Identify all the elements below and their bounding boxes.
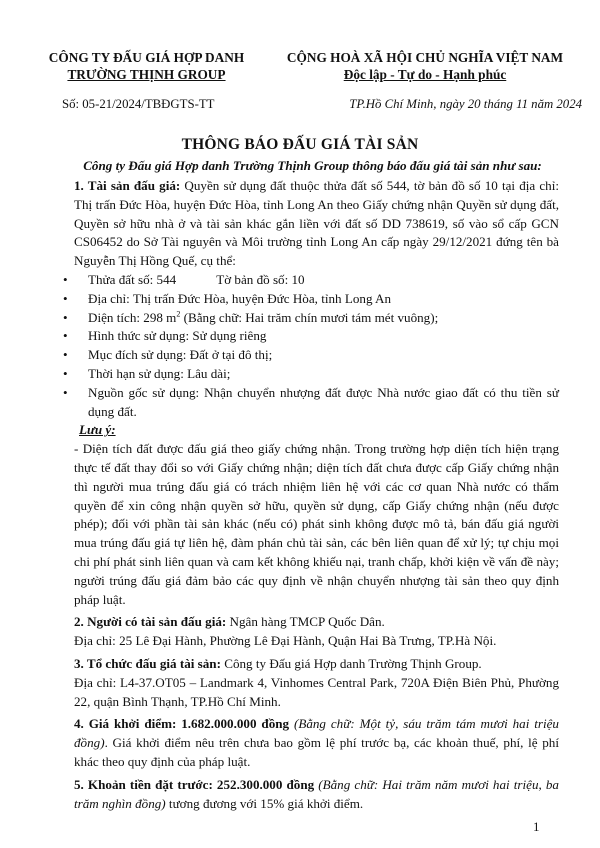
parcel-number: Thửa đất số: 544 xyxy=(88,271,177,287)
bullet-origin: • Nguồn gốc sử dụng: Nhận chuyển nhượng đất được Nhà nước giao đất có thu tiền sử dụng đất. xyxy=(74,384,559,422)
section-1-text: Quyền sử dụng đất thuộc thửa đất số 544, tờ bản đồ số 10 tại địa chỉ: Thị trấn Đức Hòa, huyện Đức Hòa, tỉnh Long An theo Giấy chứng nhận Quyền sử dụng đất, Quyền sở hữu nhà ở và tài sản khác gắn liền với đất số DD 738619, số vào sổ cấp GCN CS06452 do Sở Tài nguyên và Môi trường tỉnh Long An cấp ngày 29/12/2021 đứng tên bà Nguyễn Thị Hồng Quế, cụ thể: xyxy=(74,178,559,269)
document-number: Số: 05-21/2024/TBĐGTS-TT xyxy=(62,97,215,111)
page-number: 1 xyxy=(533,819,540,834)
section-2-text: Ngân hàng TMCP Quốc Dân. xyxy=(226,614,385,630)
area-suffix: (Bằng chữ: Hai trăm chín mươi tám mét vuông); xyxy=(180,309,439,325)
document-intro: Công ty Đấu giá Hợp danh Trường Thịnh Group thông báo đấu giá tài sản như sau: xyxy=(83,158,542,173)
section-4-text: . Giá khởi điểm nêu trên chưa bao gồm lệ phí trước bạ, các khoản thuế, phí, lệ phí khác theo quy định của pháp luật. xyxy=(74,735,559,769)
bullet-purpose: • Mục đích sử dụng: Đất ở tại đô thị; xyxy=(74,346,559,365)
company-name-line1: CÔNG TY ĐẤU GIÁ HỢP DANH xyxy=(48,50,245,65)
document-date: TP.Hồ Chí Minh, ngày 20 tháng 11 năm 2024 xyxy=(349,97,582,111)
section-5-words: (Bằng chữ: Hai trăm năm mươi hai triệu, ba trăm nghìn đồng) xyxy=(74,776,559,811)
section-2-address: Địa chỉ: 25 Lê Đại Hành, Phường Lê Đại Hành, Quận Hai Bà Trưng, TP.Hà Nội. xyxy=(74,633,497,649)
company-name-line2: TRƯỜNG THỊNH GROUP xyxy=(67,67,226,82)
section-5-label: 5. Khoản tiền đặt trước: 252.300.000 đồng xyxy=(74,776,315,792)
section-1 xyxy=(74,177,559,271)
bullet-usage-form: • Hình thức sử dụng: Sử dụng riêng xyxy=(74,327,559,346)
section-1-label: 1. Tài sản đấu giá: xyxy=(74,178,181,193)
section-4-words: (Bằng chữ: Một tỷ, sáu trăm tám mươi hai triệu đồng) xyxy=(74,716,559,751)
section-5-text: tương đương với 15% giá khởi điểm. xyxy=(165,795,364,811)
national-title: CỘNG HOÀ XÃ HỘI CHỦ NGHĨA VIỆT NAM xyxy=(286,50,564,65)
area-prefix: Diện tích: 298 m xyxy=(88,309,177,325)
map-sheet-number: Tờ bản đồ số: 10 xyxy=(216,271,305,287)
section-3-address: Địa chỉ: L4-37.OT05 – Landmark 4, Vinhomes Central Park, 720A Điện Biên Phủ, Phường 22, quận Bình Thạnh, TP.Hồ Chí Minh. xyxy=(74,674,559,709)
section-4-label: 4. Giá khởi điểm: 1.682.000.000 đồng xyxy=(74,716,290,732)
bullet-term: • Thời hạn sử dụng: Lâu dài; xyxy=(74,365,559,384)
document-body xyxy=(74,177,559,813)
section-3-text: Công ty Đấu giá Hợp danh Trường Thịnh Group. xyxy=(220,655,482,671)
bullet-area xyxy=(74,309,559,328)
area-sup: 2 xyxy=(176,309,181,319)
company-header xyxy=(44,49,249,83)
section-5 xyxy=(74,776,559,814)
section-4 xyxy=(74,715,559,771)
note-label: Lưu ý: xyxy=(79,422,116,438)
section-3 xyxy=(74,655,559,674)
section-2-label: 2. Người có tài sản đấu giá: xyxy=(74,614,227,630)
bullet-address: • Địa chỉ: Thị trấn Đức Hòa, huyện Đức Hòa, tỉnh Long An xyxy=(74,290,559,309)
bullet-parcel xyxy=(74,271,559,290)
section-3-label: 3. Tổ chức đấu giá tài sản: xyxy=(74,655,221,671)
national-motto: Độc lập - Tự do - Hạnh phúc xyxy=(343,67,507,82)
section-2 xyxy=(74,613,559,632)
document-title: THÔNG BÁO ĐẤU GIÁ TÀI SẢN xyxy=(181,136,419,153)
note-text: - Diện tích đất được đấu giá theo giấy chứng nhận. Trong trường hợp diện tích hiện trạng thực tế đất thay đổi so với Giấy chứng nhận; diện tích đất chưa được cấp Giấy chứng nhận thì người mua trúng đấu giá có trách nhiệm liên hệ với các cơ quan Nhà nước có thẩm quyền để xin công nhận quyền sở hữu, quyền sử dụng, cấp Giấy chứng nhận (nếu được phép); đối với phần tài sản khác (nếu có) phát sinh không được mô tả, bán đấu giá người mua trúng đấu giá tự liên hệ, đàm phán chủ tài sản, các bên liên quan để xử lý; tự chịu mọi chi phí phát sinh liên quan và cam kết không khiếu nại, tranh chấp, khởi kiện về vấn đề này; người trúng đấu giá đảm bảo các quy định về nhận chuyển nhượng tài sản theo quy định pháp luật. xyxy=(74,441,559,607)
national-header xyxy=(270,49,580,83)
